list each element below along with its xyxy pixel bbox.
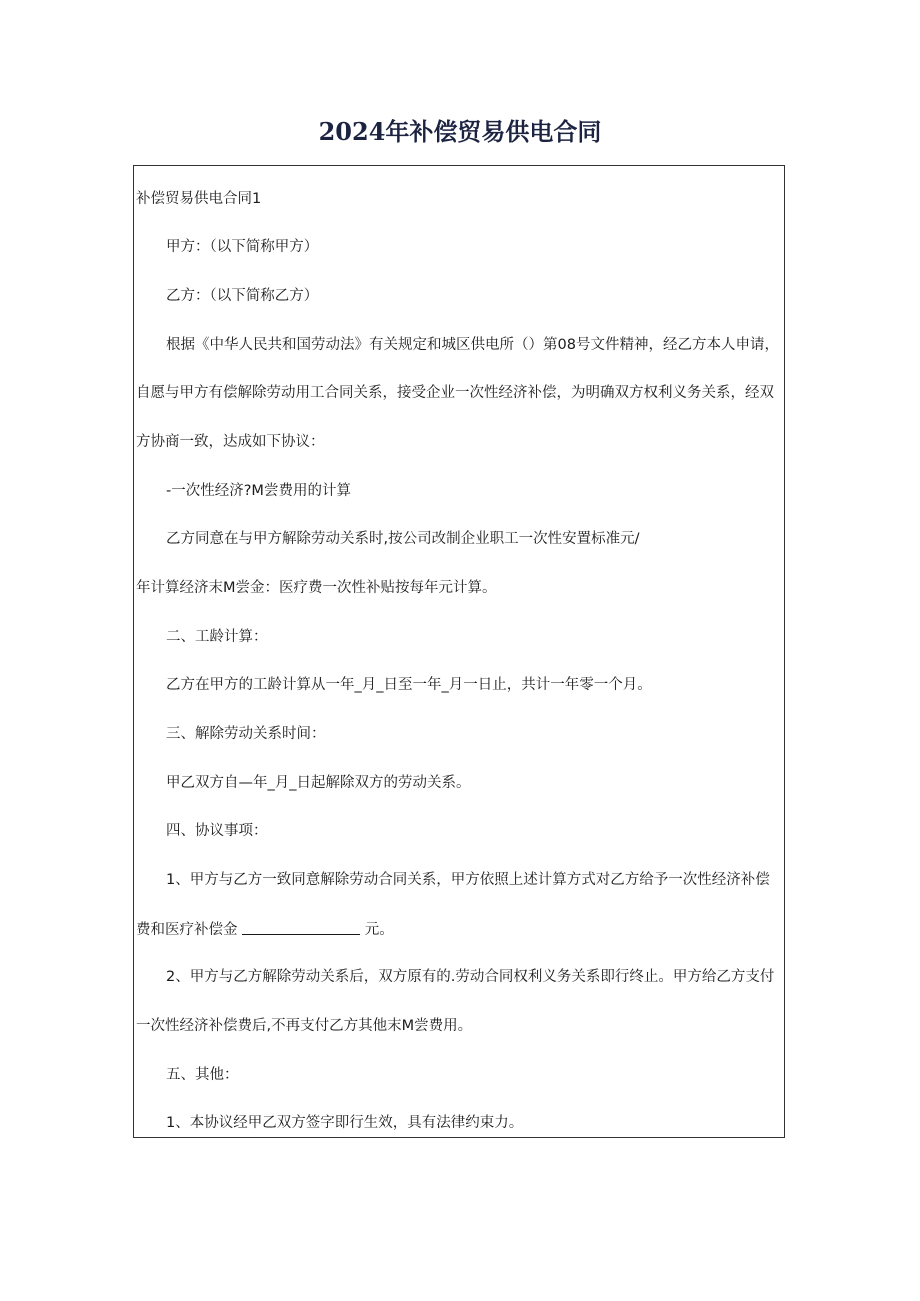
paragraph-text: 元。 (364, 922, 394, 938)
paragraph-line: 甲乙双方自—年_月_日起解除双方的劳动关系。 (166, 775, 471, 791)
clause-heading: -一次性经济?M尝费用的计算 (166, 483, 351, 499)
content-frame (133, 165, 785, 1138)
clause-heading: 三、解除劳动关系时间： (166, 726, 326, 742)
document-title: 2024年补偿贸易供电合同 (318, 117, 602, 146)
clause-heading: 四、协议事项： (166, 823, 268, 839)
paragraph-line (136, 920, 394, 939)
party-a-line: 甲方：（以下简称甲方） (166, 239, 319, 255)
paragraph-line: 年计算经济末M尝金：医疗费一次性补贴按每年元计算。 (136, 580, 497, 596)
paragraph-line: 一次性经济补偿费后,不再支付乙方其他末M尝费用。 (136, 1018, 473, 1034)
clause-heading: 五、其他： (166, 1067, 239, 1083)
paragraph-line: 1、甲方与乙方一致同意解除劳动合同关系，甲方依照上述计算方式对乙方给予一次性经济补偿 (166, 872, 770, 888)
clause-heading: 二、工龄计算： (166, 629, 268, 645)
paragraph-line: 乙方在甲方的工龄计算从一年_月_日至一年_月一日止，共计一年零一个月。 (166, 677, 652, 693)
paragraph-line: 乙方同意在与甲方解除劳动关系时,按公司改制企业职工一次性安置标准元/ (166, 531, 640, 547)
paragraph-line: 1、本协议经甲乙双方签字即行生效，具有法律约束力。 (166, 1115, 524, 1131)
paragraph-line: 自愿与甲方有偿解除劳动用工合同关系，接受企业一次性经济补偿，为明确双方权利义务关系，经双 (136, 385, 774, 401)
paragraph-text: 费和医疗补偿金 (136, 922, 238, 938)
paragraph-line: 方协商一致，达成如下协议： (136, 434, 325, 450)
paragraph-line: 根据《中华人民共和国劳动法》有关规定和城区供电所（）第08号文件精神，经乙方本人申请， (166, 337, 779, 353)
amount-blank (242, 920, 360, 935)
section-heading: 补偿贸易供电合同1 (136, 191, 262, 207)
party-b-line: 乙方：（以下简称乙方） (166, 288, 319, 304)
paragraph-line: 2、甲方与乙方解除劳动关系后，双方原有的.劳动合同权利义务关系即行终止。甲方给乙方支付 (166, 969, 775, 985)
